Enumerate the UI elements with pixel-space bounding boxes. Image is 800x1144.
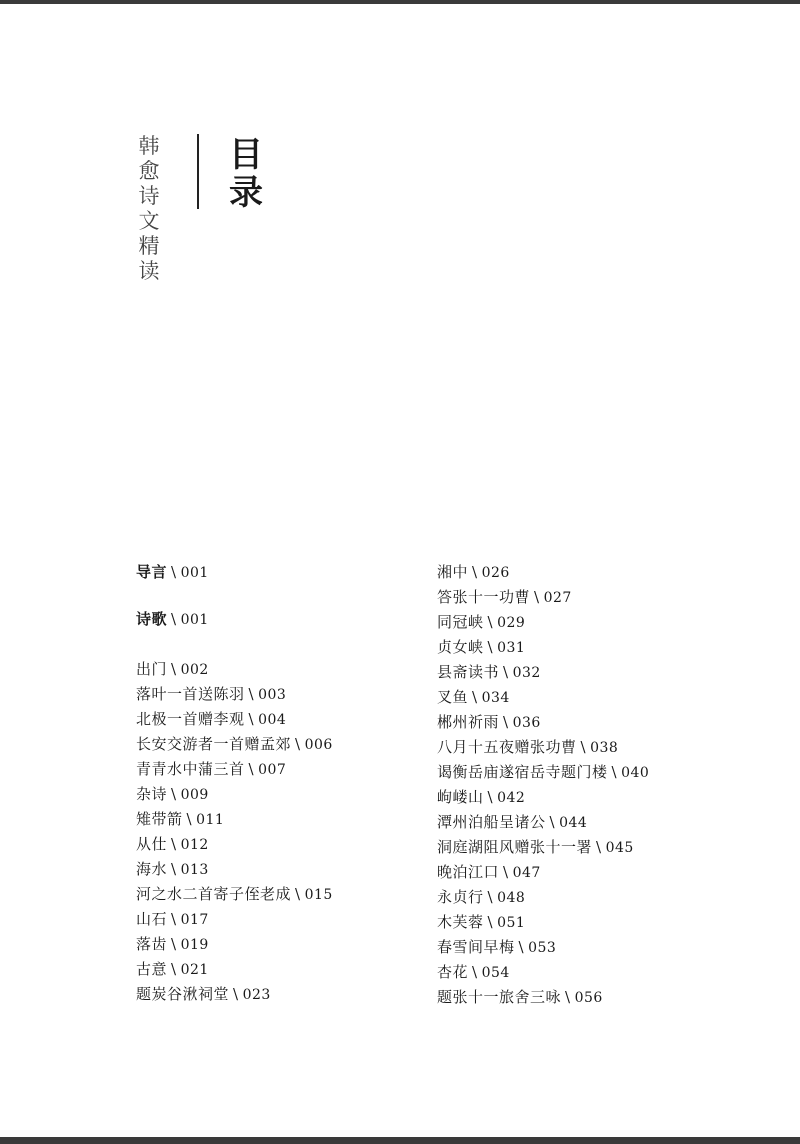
toc-page-number: 007	[258, 762, 287, 778]
toc-page-number: 001	[180, 565, 209, 581]
title-divider	[197, 134, 199, 209]
toc-entry-poetry[interactable]	[136, 607, 333, 632]
toc-entry-intro[interactable]	[136, 560, 333, 585]
toc-entry[interactable]	[136, 782, 333, 807]
toc-entry[interactable]	[437, 960, 649, 985]
toc-entry[interactable]	[437, 560, 649, 585]
toc-entry-title: 晚泊江口	[437, 863, 500, 881]
toc-separator: \	[487, 913, 494, 931]
toc-entry-title: 岣嵝山	[437, 788, 484, 806]
toc-page-number: 034	[481, 690, 510, 706]
toc-entry[interactable]	[136, 757, 333, 782]
toc-entry-title: 青青水中蒲三首	[136, 760, 245, 778]
toc-separator: \	[549, 813, 556, 831]
toc-page-number: 006	[304, 737, 333, 753]
toc-separator: \	[295, 735, 301, 753]
toc-entry-title: 导言	[136, 563, 168, 581]
toc-separator: \	[171, 610, 177, 628]
toc-entry-title: 山石	[136, 910, 168, 928]
toc-separator: \	[472, 563, 478, 581]
toc-entry[interactable]	[136, 732, 333, 757]
toc-entry[interactable]	[437, 835, 649, 860]
book-title-char: 精	[138, 234, 160, 258]
toc-entry-title: 八月十五夜赠张功曹	[437, 738, 577, 756]
toc-separator: \	[596, 838, 602, 856]
toc-separator: \	[487, 638, 494, 656]
toc-separator: \	[248, 710, 255, 728]
toc-page-number: 036	[512, 715, 541, 731]
toc-entry-title: 题炭谷湫祠堂	[136, 985, 230, 1003]
toc-separator: \	[518, 938, 525, 956]
toc-page-number: 013	[180, 862, 209, 878]
toc-separator: \	[487, 888, 494, 906]
toc-entry[interactable]	[136, 907, 333, 932]
toc-entry[interactable]	[437, 660, 649, 685]
toc-separator: \	[248, 760, 255, 778]
toc-entry[interactable]	[437, 810, 649, 835]
toc-entry[interactable]	[136, 857, 333, 882]
toc-separator: \	[565, 988, 571, 1006]
toc-separator: \	[503, 663, 509, 681]
toc-page-number: 054	[481, 965, 510, 981]
book-title-char: 诗	[138, 184, 160, 208]
toc-entry-title: 杏花	[437, 963, 469, 981]
toc-page-number: 040	[621, 765, 650, 781]
toc-page-number: 053	[528, 940, 557, 956]
page-top-border	[0, 0, 800, 4]
toc-page-number: 042	[497, 790, 526, 806]
toc-page-number: 012	[180, 837, 209, 853]
toc-entry-title: 古意	[136, 960, 168, 978]
toc-separator: \	[171, 960, 177, 978]
toc-separator: \	[248, 685, 255, 703]
toc-entry-title: 郴州祈雨	[437, 713, 500, 731]
toc-page-number: 026	[481, 565, 510, 581]
toc-heading-char: 目	[229, 135, 263, 175]
toc-entry[interactable]	[437, 760, 649, 785]
toc-page-number: 056	[574, 990, 603, 1006]
toc-entry[interactable]	[136, 682, 333, 707]
toc-entry[interactable]	[136, 957, 333, 982]
toc-page-number: 001	[180, 612, 209, 628]
toc-separator: \	[295, 885, 301, 903]
toc-separator: \	[472, 688, 478, 706]
toc-page-number: 029	[497, 615, 526, 631]
toc-entry[interactable]	[437, 735, 649, 760]
toc-entry-title: 海水	[136, 860, 168, 878]
toc-separator: \	[534, 588, 540, 606]
toc-page-number: 032	[512, 665, 541, 681]
toc-entry-title: 落齿	[136, 935, 168, 953]
toc-page-number: 015	[304, 887, 333, 903]
toc-page-number: 038	[590, 740, 619, 756]
toc-page-number: 021	[180, 962, 209, 978]
toc-page-number: 027	[543, 590, 572, 606]
toc-separator: \	[171, 785, 177, 803]
toc-entry-title: 同冠峡	[437, 613, 484, 631]
toc-page-number: 047	[512, 865, 541, 881]
toc-separator: \	[503, 863, 509, 881]
toc-entry-title: 贞女峡	[437, 638, 484, 656]
toc-separator: \	[171, 860, 177, 878]
page-bottom-border	[0, 1137, 800, 1144]
toc-entry-title: 叉鱼	[437, 688, 469, 706]
toc-heading-char: 录	[229, 173, 263, 213]
toc-page-number: 044	[559, 815, 588, 831]
toc-entry-title: 从仕	[136, 835, 168, 853]
toc-page-number: 002	[180, 662, 209, 678]
toc-page-number: 048	[497, 890, 526, 906]
toc-separator: \	[171, 660, 177, 678]
toc-separator: \	[611, 763, 618, 781]
toc-entry[interactable]	[437, 985, 649, 1010]
toc-entry-title: 杂诗	[136, 785, 168, 803]
toc-entry-title: 谒衡岳庙遂宿岳寺题门楼	[437, 763, 608, 781]
toc-entry-title: 湘中	[437, 563, 469, 581]
toc-entry[interactable]	[136, 932, 333, 957]
toc-entry-title: 潭州泊船呈诸公	[437, 813, 546, 831]
toc-page-number: 019	[180, 937, 209, 953]
toc-page-number: 031	[497, 640, 526, 656]
toc-separator: \	[580, 738, 587, 756]
toc-entry-title: 春雪间早梅	[437, 938, 515, 956]
toc-separator: \	[487, 613, 494, 631]
toc-entry-title: 北极一首赠李观	[136, 710, 245, 728]
toc-separator: \	[171, 935, 177, 953]
spacer	[136, 632, 333, 657]
toc-page-number: 009	[180, 787, 209, 803]
toc-entry[interactable]	[437, 710, 649, 735]
book-title-vertical	[136, 134, 162, 284]
toc-entry[interactable]	[136, 707, 333, 732]
toc-entry-title: 答张十一功曹	[437, 588, 531, 606]
toc-heading	[229, 136, 263, 212]
toc-page-number: 003	[258, 687, 287, 703]
spacer	[136, 585, 333, 607]
toc-entry-title: 题张十一旅舍三咏	[437, 988, 562, 1006]
toc-entry-title: 雉带箭	[136, 810, 183, 828]
toc-separator: \	[171, 563, 177, 581]
toc-separator: \	[233, 985, 239, 1003]
toc-entry-title: 河之水二首寄子侄老成	[136, 885, 292, 903]
toc-page-number: 023	[242, 987, 271, 1003]
toc-entry[interactable]	[437, 885, 649, 910]
toc-entry[interactable]	[136, 882, 333, 907]
toc-separator: \	[186, 810, 193, 828]
toc-entry-title: 洞庭湖阻风赠张十一署	[437, 838, 593, 856]
toc-entry[interactable]	[437, 785, 649, 810]
toc-entry[interactable]	[136, 657, 333, 682]
toc-entry[interactable]	[136, 982, 333, 1007]
toc-entry-title: 长安交游者一首赠孟郊	[136, 735, 292, 753]
toc-page-number: 045	[605, 840, 634, 856]
toc-right-column	[437, 560, 649, 1010]
toc-entry-title: 出门	[136, 660, 168, 678]
book-title-char: 韩	[138, 134, 160, 158]
toc-right-items	[437, 560, 649, 1010]
toc-entry[interactable]	[136, 832, 333, 857]
toc-entry-title: 诗歌	[136, 610, 168, 628]
toc-entry[interactable]	[437, 635, 649, 660]
toc-entry[interactable]	[437, 935, 649, 960]
toc-separator: \	[472, 963, 478, 981]
toc-separator: \	[487, 788, 494, 806]
toc-entry-title: 县斋读书	[437, 663, 500, 681]
toc-separator: \	[503, 713, 509, 731]
toc-entry-title: 永贞行	[437, 888, 484, 906]
toc-entry[interactable]	[437, 610, 649, 635]
toc-entry[interactable]	[437, 860, 649, 885]
toc-entry[interactable]	[437, 585, 649, 610]
toc-entry[interactable]	[136, 807, 333, 832]
toc-page-number: 004	[258, 712, 287, 728]
toc-entry-title: 木芙蓉	[437, 913, 484, 931]
toc-separator: \	[171, 835, 177, 853]
book-title-char: 文	[138, 209, 160, 233]
toc-entry-title: 落叶一首送陈羽	[136, 685, 245, 703]
toc-page-number: 051	[497, 915, 526, 931]
toc-entry[interactable]	[437, 910, 649, 935]
toc-page-number: 011	[196, 812, 225, 828]
toc-left-column	[136, 560, 333, 1007]
toc-left-items	[136, 657, 333, 1007]
toc-page-number: 017	[180, 912, 209, 928]
toc-entry[interactable]	[437, 685, 649, 710]
book-title-char: 愈	[138, 159, 160, 183]
book-title-char: 读	[138, 259, 160, 283]
toc-separator: \	[171, 910, 177, 928]
